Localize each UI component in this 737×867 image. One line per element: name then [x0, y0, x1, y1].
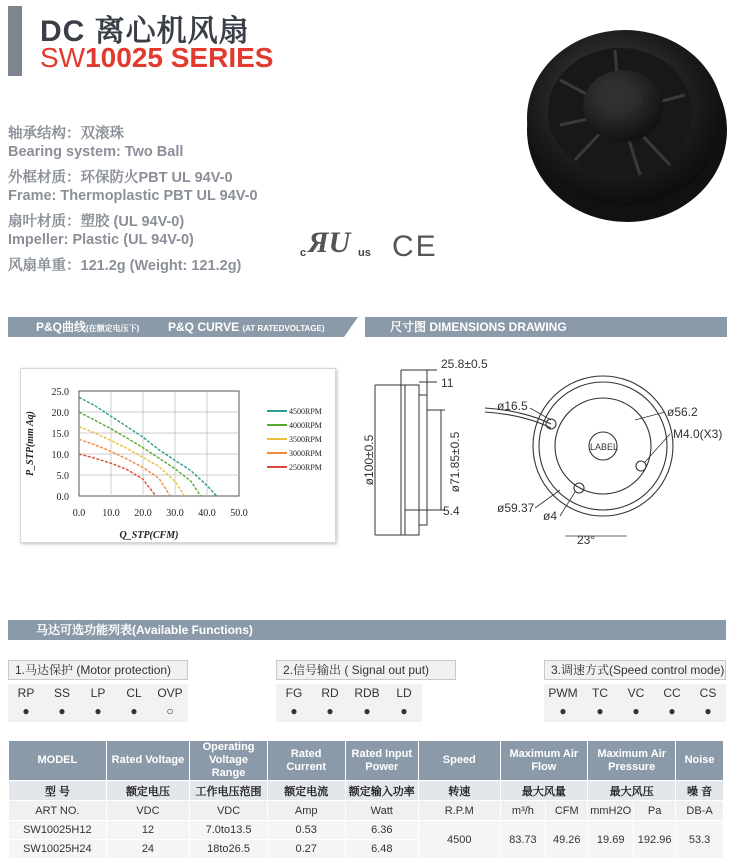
- dim-hub: 11: [441, 376, 454, 390]
- row-model: SW10025H12: [9, 821, 107, 840]
- fn-col-rp: RP: [17, 686, 35, 700]
- dimension-drawing: [362, 350, 735, 550]
- ul-us-label: us: [358, 247, 371, 259]
- shared-pa: 192.96: [634, 821, 676, 859]
- fan-product-image: [520, 10, 730, 225]
- legend-label: 4000RPM: [289, 421, 322, 430]
- ul-mark-icon: [300, 226, 380, 262]
- series-name: 10025 SERIES: [85, 42, 274, 73]
- fn-mark-lp: ●: [94, 704, 102, 718]
- spec-table: [8, 740, 724, 859]
- series-title: [40, 42, 273, 74]
- shared-cfm: 49.26: [546, 821, 588, 859]
- fn-mark-rp: ●: [22, 704, 30, 718]
- x-axis-label: Q_STP(CFM): [119, 530, 179, 541]
- y-axis-label: P_STP(mm Aq): [25, 411, 36, 476]
- spec-frame-cn: 外框材质：环保防火PBT UL 94V-0: [8, 170, 233, 186]
- row-current: 0.53: [267, 821, 345, 840]
- pq-title-cn: P&Q曲线(在额定电压下): [36, 320, 140, 334]
- fn-mark-rd: ●: [326, 704, 334, 718]
- dim-flange: 5.4: [443, 504, 460, 518]
- fn-mark-rdb: ●: [363, 704, 371, 718]
- spec-frame-en: Frame: Thermoplastic PBT UL 94V-0: [8, 188, 258, 204]
- fn-mark-cs: ●: [704, 704, 712, 718]
- y-tick-label: 20.0: [51, 408, 69, 419]
- y-tick-label: 25.0: [51, 387, 69, 398]
- ce-label: CE: [392, 230, 438, 263]
- dim-inlet: ø56.2: [667, 405, 698, 419]
- spec-weight: 风扇单重：121.2g (Weight: 121.2g): [8, 258, 242, 274]
- th-speed: Speed: [419, 741, 500, 781]
- fn-mark-cc: ●: [668, 704, 676, 718]
- section-pq-curve: [8, 317, 358, 337]
- legend-label: 4500RPM: [289, 407, 322, 416]
- fn-col-rdb: RDB: [354, 686, 380, 700]
- unit-rpm: R.P.M: [419, 801, 500, 821]
- fn-col-ss: SS: [53, 686, 70, 700]
- legend-label: 3000RPM: [289, 449, 322, 458]
- spec-impeller-en: Impeller: Plastic (UL 94V-0): [8, 232, 194, 248]
- unit-m3h: m³/h: [500, 801, 546, 821]
- unit-watt: Watt: [345, 801, 419, 821]
- fn-col-lp: LP: [90, 686, 106, 700]
- unit-mmh2o: mmH2O: [588, 801, 634, 821]
- plot-area: [79, 391, 239, 496]
- fn-col-ovp: OVP: [157, 686, 183, 700]
- fn-col-pwm: PWM: [548, 686, 578, 700]
- dimensions-title: 尺寸图 DIMENSIONS DRAWING: [390, 320, 567, 334]
- unit-amp: Amp: [267, 801, 345, 821]
- series-prefix: SW: [40, 42, 86, 73]
- x-tick-label: 20.0: [134, 508, 152, 519]
- th-model-cn: 型 号: [9, 781, 107, 801]
- x-tick-label: 50.0: [230, 508, 248, 519]
- shared-noise: 53.3: [676, 821, 724, 859]
- dim-small-hole: ø4: [543, 509, 558, 523]
- spec-bearing-en: Bearing system: Two Ball: [8, 144, 184, 160]
- row-voltage: 12: [106, 821, 190, 840]
- th-current-cn: 额定电流: [267, 781, 345, 801]
- legend-label: 2500RPM: [289, 463, 322, 472]
- x-tick-label: 10.0: [102, 508, 120, 519]
- title-accent-bar: [8, 6, 22, 76]
- th-rated-power: Rated Input Power: [345, 741, 419, 781]
- table-row: [9, 821, 724, 840]
- spec-bearing-cn: 轴承结构：双滚珠: [8, 126, 124, 142]
- y-tick-label: 0.0: [56, 492, 69, 503]
- fn-mark-cl: ●: [130, 704, 138, 718]
- y-tick-label: 15.0: [51, 429, 69, 440]
- row-power: 6.48: [345, 840, 419, 859]
- th-noise-cn: 噪 音: [676, 781, 724, 801]
- th-flow-cn: 最大风量: [500, 781, 588, 801]
- fn-mark-pwm: ●: [559, 704, 567, 718]
- fn-col-ld: LD: [396, 686, 412, 700]
- dim-screw: M4.0(X3): [673, 427, 723, 441]
- fn-col-rd: RD: [321, 686, 339, 700]
- label-text: LABEL: [590, 442, 619, 452]
- unit-pa: Pa: [634, 801, 676, 821]
- th-rated-current: Rated Current: [267, 741, 345, 781]
- th-air-flow: Maximum Air Flow: [500, 741, 588, 781]
- th-power-cn: 额定输入功率: [345, 781, 419, 801]
- y-tick-label: 10.0: [51, 450, 69, 461]
- fn-mark-tc: ●: [596, 704, 604, 718]
- fn-mark-ovp: ○: [166, 704, 174, 718]
- pq-title-en: P&Q CURVE (AT RATEDVOLTAGE): [168, 320, 325, 334]
- fn-mark-vc: ●: [632, 704, 640, 718]
- pq-chart: [20, 368, 336, 543]
- th-air-pressure: Maximum Air Pressure: [588, 741, 676, 781]
- spec-impeller-cn: 扇叶材质：塑胶 (UL 94V-0): [8, 214, 185, 230]
- fn-group-signal-output: 2.信号输出 ( Signal out put): [276, 660, 456, 680]
- th-noise: Noise: [676, 741, 724, 781]
- unit-vdc-range: VDC: [190, 801, 268, 821]
- dim-hole-dia: ø16.5: [497, 399, 528, 413]
- fn-col-cc: CC: [663, 686, 681, 700]
- th-rated-voltage: Rated Voltage: [106, 741, 190, 781]
- row-voltage: 24: [106, 840, 190, 859]
- dim-outer-dia: ø100±0.5: [362, 434, 376, 486]
- fn-group-motor-protection: 1.马达保护 (Motor protection): [8, 660, 188, 680]
- th-speed-cn: 转速: [419, 781, 500, 801]
- row-current: 0.27: [267, 840, 345, 859]
- unit-vdc: VDC: [106, 801, 190, 821]
- shared-mmh2o: 19.69: [588, 821, 634, 859]
- th-operating-range: Operating Voltage Range: [190, 741, 268, 781]
- section-functions: [8, 620, 726, 640]
- fn-mark-ss: ●: [58, 704, 66, 718]
- y-tick-label: 5.0: [56, 471, 69, 482]
- th-range-cn: 工作电压范围: [190, 781, 268, 801]
- dim-angle: 23°: [577, 533, 596, 547]
- unit-cfm: CFM: [546, 801, 588, 821]
- ce-mark-icon: [392, 228, 442, 263]
- shared-m3h: 83.73: [500, 821, 546, 859]
- x-tick-label: 40.0: [198, 508, 216, 519]
- x-tick-label: 30.0: [166, 508, 184, 519]
- ul-c-label: c: [300, 247, 307, 259]
- row-range: 7.0to13.5: [190, 821, 268, 840]
- shared-speed: 4500: [419, 821, 500, 859]
- fn-mark-fg: ●: [290, 704, 298, 718]
- dim-pcd: ø59.37: [497, 501, 535, 515]
- fn-col-vc: VC: [627, 686, 645, 700]
- fn-col-tc: TC: [592, 686, 608, 700]
- fn-group-speed-control: 3.调速方式(Speed control mode): [544, 660, 726, 680]
- th-voltage-cn: 额定电压: [106, 781, 190, 801]
- fn-col-fg: FG: [285, 686, 303, 700]
- fn-col-cl: CL: [126, 686, 142, 700]
- x-tick-label: 0.0: [72, 508, 86, 519]
- th-pressure-cn: 最大风压: [588, 781, 676, 801]
- dim-depth: 25.8±0.5: [441, 357, 488, 371]
- fn-col-cs: CS: [699, 686, 717, 700]
- legend-label: 3500RPM: [289, 435, 322, 444]
- dim-inlet-dia: ø71.85±0.5: [448, 431, 462, 493]
- th-model: MODEL: [9, 741, 107, 781]
- page-title: DC 离心机风扇: [40, 15, 250, 48]
- unit-dba: DB-A: [676, 801, 724, 821]
- unit-art: ART NO.: [9, 801, 107, 821]
- fn-mark-ld: ●: [400, 704, 408, 718]
- svg-text:ЯU: ЯU: [308, 226, 351, 259]
- row-range: 18to26.5: [190, 840, 268, 859]
- row-power: 6.36: [345, 821, 419, 840]
- section-dimensions: [365, 317, 727, 337]
- functions-title: 马达可选功能列表(Available Functions): [36, 623, 253, 637]
- row-model: SW10025H24: [9, 840, 107, 859]
